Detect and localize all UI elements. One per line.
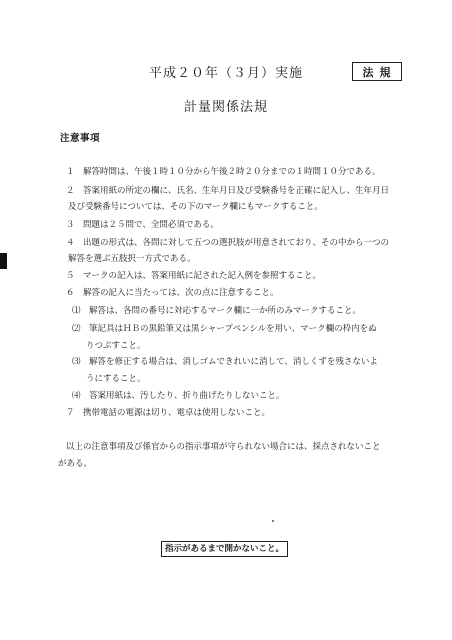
- instruction-subline: ⑶ 解答を修正する場合は、消しゴムできれいに消して、消しくずを残さないよ: [72, 357, 378, 367]
- instruction-subline: ⑴ 解答は、各問の番号に対応するマーク欄に一か所のみマークすること。: [72, 306, 362, 316]
- instruction-line: 及び受験番号については、その下のマーク欄にもマークすること。: [68, 202, 323, 212]
- instruction-line: ６ 解答の記入に当たっては、次の点に注意すること。: [66, 288, 279, 298]
- scan-speck: [272, 520, 274, 522]
- instruction-line: ２ 答案用紙の所定の欄に、氏名、生年月日及び受験番号を正確に記入し、生年月日: [66, 186, 390, 196]
- instruction-line: ５ マークの記入は、答案用紙に記された記入例を参照すること。: [66, 271, 322, 281]
- instruction-subline: うにすること。: [86, 374, 146, 384]
- exam-date: 平成２０年（３月）実施: [148, 66, 303, 81]
- instruction-line: １ 解答時間は、午後１時１０分から午後２時２０分までの１時間１０分である。: [66, 167, 381, 177]
- closing-line: がある。: [58, 459, 93, 469]
- instruction-subline: りつぶすこと。: [86, 341, 146, 351]
- do-not-open-notice: 指示があるまで開かないこと。: [161, 541, 288, 557]
- instruction-line: ３ 問題は２５問で、全問必須である。: [66, 220, 219, 230]
- subject-badge: 法規: [352, 62, 402, 81]
- instruction-line: 解答を選ぶ五肢択一方式である。: [68, 254, 196, 264]
- page-title: 計量関係法規: [183, 100, 268, 115]
- instruction-line: ７ 携帯電話の電源は切り、電卓は使用しないこと。: [66, 408, 271, 418]
- scan-edge-mark: [0, 253, 7, 269]
- instruction-subline: ⑷ 答案用紙は、汚したり、折り曲げたりしないこと。: [72, 391, 285, 401]
- instruction-line: ４ 出題の形式は、各問に対して五つの選択肢が用意されており、その中から一つの: [66, 238, 390, 248]
- instruction-subline: ⑵ 筆記具はＨＢの黒鉛筆又は黒シャープペンシルを用い、マーク欄の枠内をぬ: [72, 324, 377, 334]
- notes-heading: 注意事項: [60, 133, 101, 144]
- closing-line: 以上の注意事項及び係官からの指示事項が守られない場合には、採点されないこと: [66, 442, 381, 452]
